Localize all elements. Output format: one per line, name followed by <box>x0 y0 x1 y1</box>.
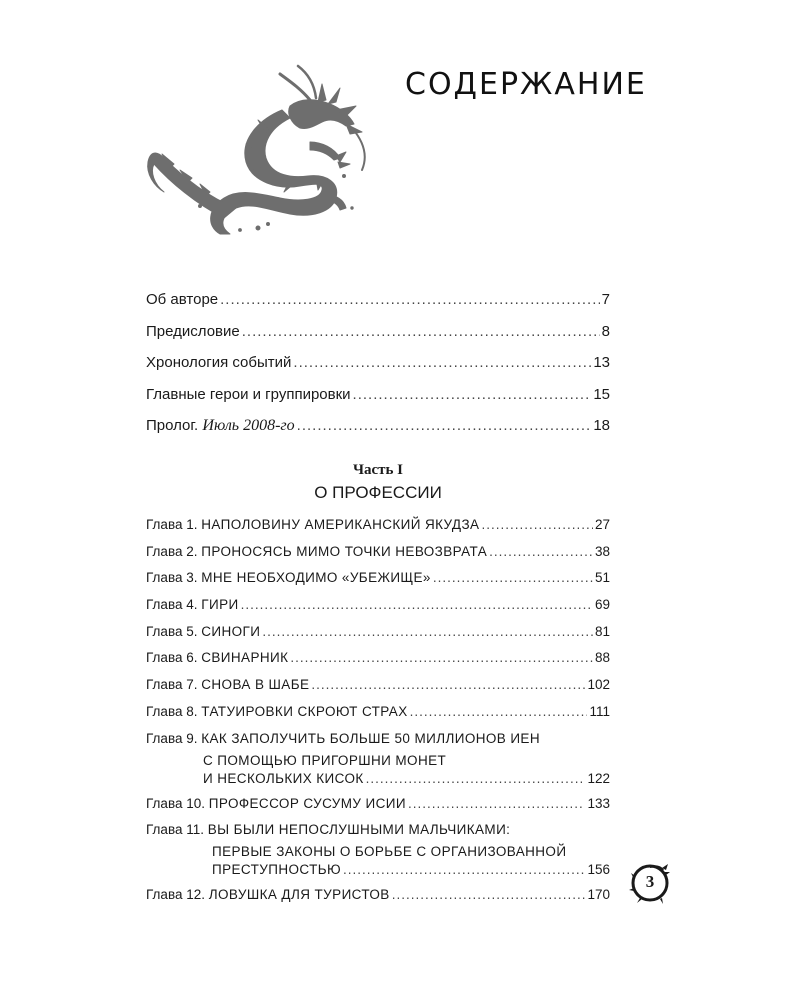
front-matter-list <box>146 291 610 449</box>
entry-page: 170 <box>587 887 610 903</box>
entry-page: 88 <box>594 650 610 666</box>
dot-leader <box>353 386 592 403</box>
toc-entry[interactable] <box>146 386 610 418</box>
toc-entry[interactable] <box>146 323 610 355</box>
chapter-title: ЛОВУШКА ДЛЯ ТУРИСТОВ <box>208 887 390 903</box>
chapter-list <box>146 517 610 914</box>
chapter-number: Глава 1. <box>146 517 198 532</box>
entry-page: 13 <box>593 354 610 371</box>
toc-entry[interactable] <box>146 291 610 323</box>
chapter-number: Глава 5. <box>146 623 198 639</box>
dot-leader <box>366 771 586 786</box>
page-title: СОДЕРЖАНИЕ <box>405 67 647 102</box>
entry-title-italic: Июль 2008-го <box>202 417 295 434</box>
entry-page: 15 <box>593 385 610 403</box>
chapter-title-line: И НЕСКОЛЬКИХ КИСОК <box>203 770 364 786</box>
entry-title: Предисловие <box>146 322 240 340</box>
dot-leader <box>311 677 585 692</box>
entry-page: 122 <box>587 770 610 786</box>
page-number: 3 <box>645 872 655 891</box>
chapter-number: Глава 4. <box>146 597 198 613</box>
toc-entry[interactable] <box>146 704 610 731</box>
chapter-number: Глава 10. <box>146 795 205 811</box>
chapter-number: Глава 2. <box>146 543 198 559</box>
chapter-title: СВИНАРНИК <box>201 650 289 666</box>
toc-entry[interactable] <box>146 417 610 449</box>
entry-page: 7 <box>601 291 610 308</box>
dot-leader <box>343 862 585 877</box>
toc-entry[interactable] <box>146 822 610 882</box>
part-heading <box>146 462 610 503</box>
entry-page: 18 <box>593 417 610 434</box>
dot-leader <box>392 887 586 902</box>
chapter-title: МНЕ НЕОБХОДИМО «УБЕЖИЩЕ» <box>201 570 431 586</box>
chapter-title: ПРОНОСЯСЬ МИМО ТОЧКИ НЕВОЗВРАТА <box>201 543 488 559</box>
part-number: Часть I <box>352 462 404 478</box>
chapter-number: Глава 12. <box>146 887 205 903</box>
entry-page: 156 <box>587 862 610 878</box>
toc-entry[interactable] <box>146 517 610 544</box>
toc-entry[interactable] <box>146 650 610 677</box>
dot-leader <box>489 544 593 559</box>
dot-leader <box>262 624 593 639</box>
chapter-title: ТАТУИРОВКИ СКРОЮТ СТРАХ <box>201 703 408 719</box>
entry-page: 8 <box>601 322 610 340</box>
toc-entry[interactable] <box>146 570 610 597</box>
toc-entry[interactable] <box>146 796 610 823</box>
chapter-title: СИНОГИ <box>201 623 261 639</box>
entry-title: Об авторе <box>146 291 219 308</box>
chapter-title: КАК ЗАПОЛУЧИТЬ БОЛЬШЕ 50 МИЛЛИОНОВ ИЕН <box>201 730 540 746</box>
entry-page: 51 <box>594 570 610 586</box>
chapter-title-line: ПРЕСТУПНОСТЬЮ <box>212 862 342 878</box>
dot-leader <box>408 796 585 811</box>
dragon-illustration <box>140 58 375 236</box>
entry-page: 111 <box>589 703 610 719</box>
dot-leader <box>290 650 593 665</box>
entry-page: 81 <box>594 623 610 639</box>
dot-leader <box>293 354 591 371</box>
chapter-title: ВЫ БЫЛИ НЕПОСЛУШНЫМИ МАЛЬЧИКАМИ: <box>207 822 511 838</box>
page-number-badge <box>626 858 674 906</box>
toc-entry[interactable] <box>146 677 610 704</box>
chapter-number: Глава 8. <box>146 703 198 719</box>
entry-page: 102 <box>587 677 610 693</box>
chapter-title-line: ПЕРВЫЕ ЗАКОНЫ О БОРЬБЕ С ОРГАНИЗОВАННОЙ <box>212 844 567 860</box>
chapter-number: Глава 11. <box>146 822 204 838</box>
entry-page: 133 <box>587 795 610 811</box>
entry-title: Пролог. <box>146 417 199 434</box>
toc-entry[interactable] <box>146 624 610 651</box>
toc-entry[interactable] <box>146 544 610 571</box>
entry-title: Хронология событий <box>146 354 292 371</box>
dot-leader <box>297 417 592 434</box>
chapter-number: Глава 9. <box>146 730 198 746</box>
toc-entry[interactable] <box>146 354 610 386</box>
chapter-number: Глава 7. <box>146 677 198 693</box>
dot-leader <box>481 517 593 532</box>
dot-leader <box>433 570 593 585</box>
toc-entry[interactable] <box>146 731 610 791</box>
dot-leader <box>220 291 600 308</box>
part-name: О ПРОФЕССИИ <box>314 483 442 502</box>
chapter-number: Глава 6. <box>146 650 198 666</box>
chapter-title: НАПОЛОВИНУ АМЕРИКАНСКИЙ ЯКУДЗА <box>201 517 480 532</box>
dot-leader <box>242 323 600 340</box>
toc-entry[interactable] <box>146 597 610 624</box>
chapter-title-line: С ПОМОЩЬЮ ПРИГОРШНИ МОНЕТ <box>203 752 447 768</box>
chapter-number: Глава 3. <box>146 570 198 586</box>
toc-entry[interactable] <box>146 887 610 914</box>
chapter-title: СНОВА В ШАБЕ <box>201 677 310 693</box>
entry-page: 27 <box>594 517 610 532</box>
dot-leader <box>241 597 593 612</box>
entry-page: 38 <box>594 543 610 559</box>
entry-page: 69 <box>594 597 610 613</box>
chapter-title: ГИРИ <box>201 597 239 613</box>
chapter-title: ПРОФЕССОР СУСУМУ ИСИИ <box>208 795 406 811</box>
entry-title: Главные герои и группировки <box>146 385 351 403</box>
dot-leader <box>410 704 588 719</box>
